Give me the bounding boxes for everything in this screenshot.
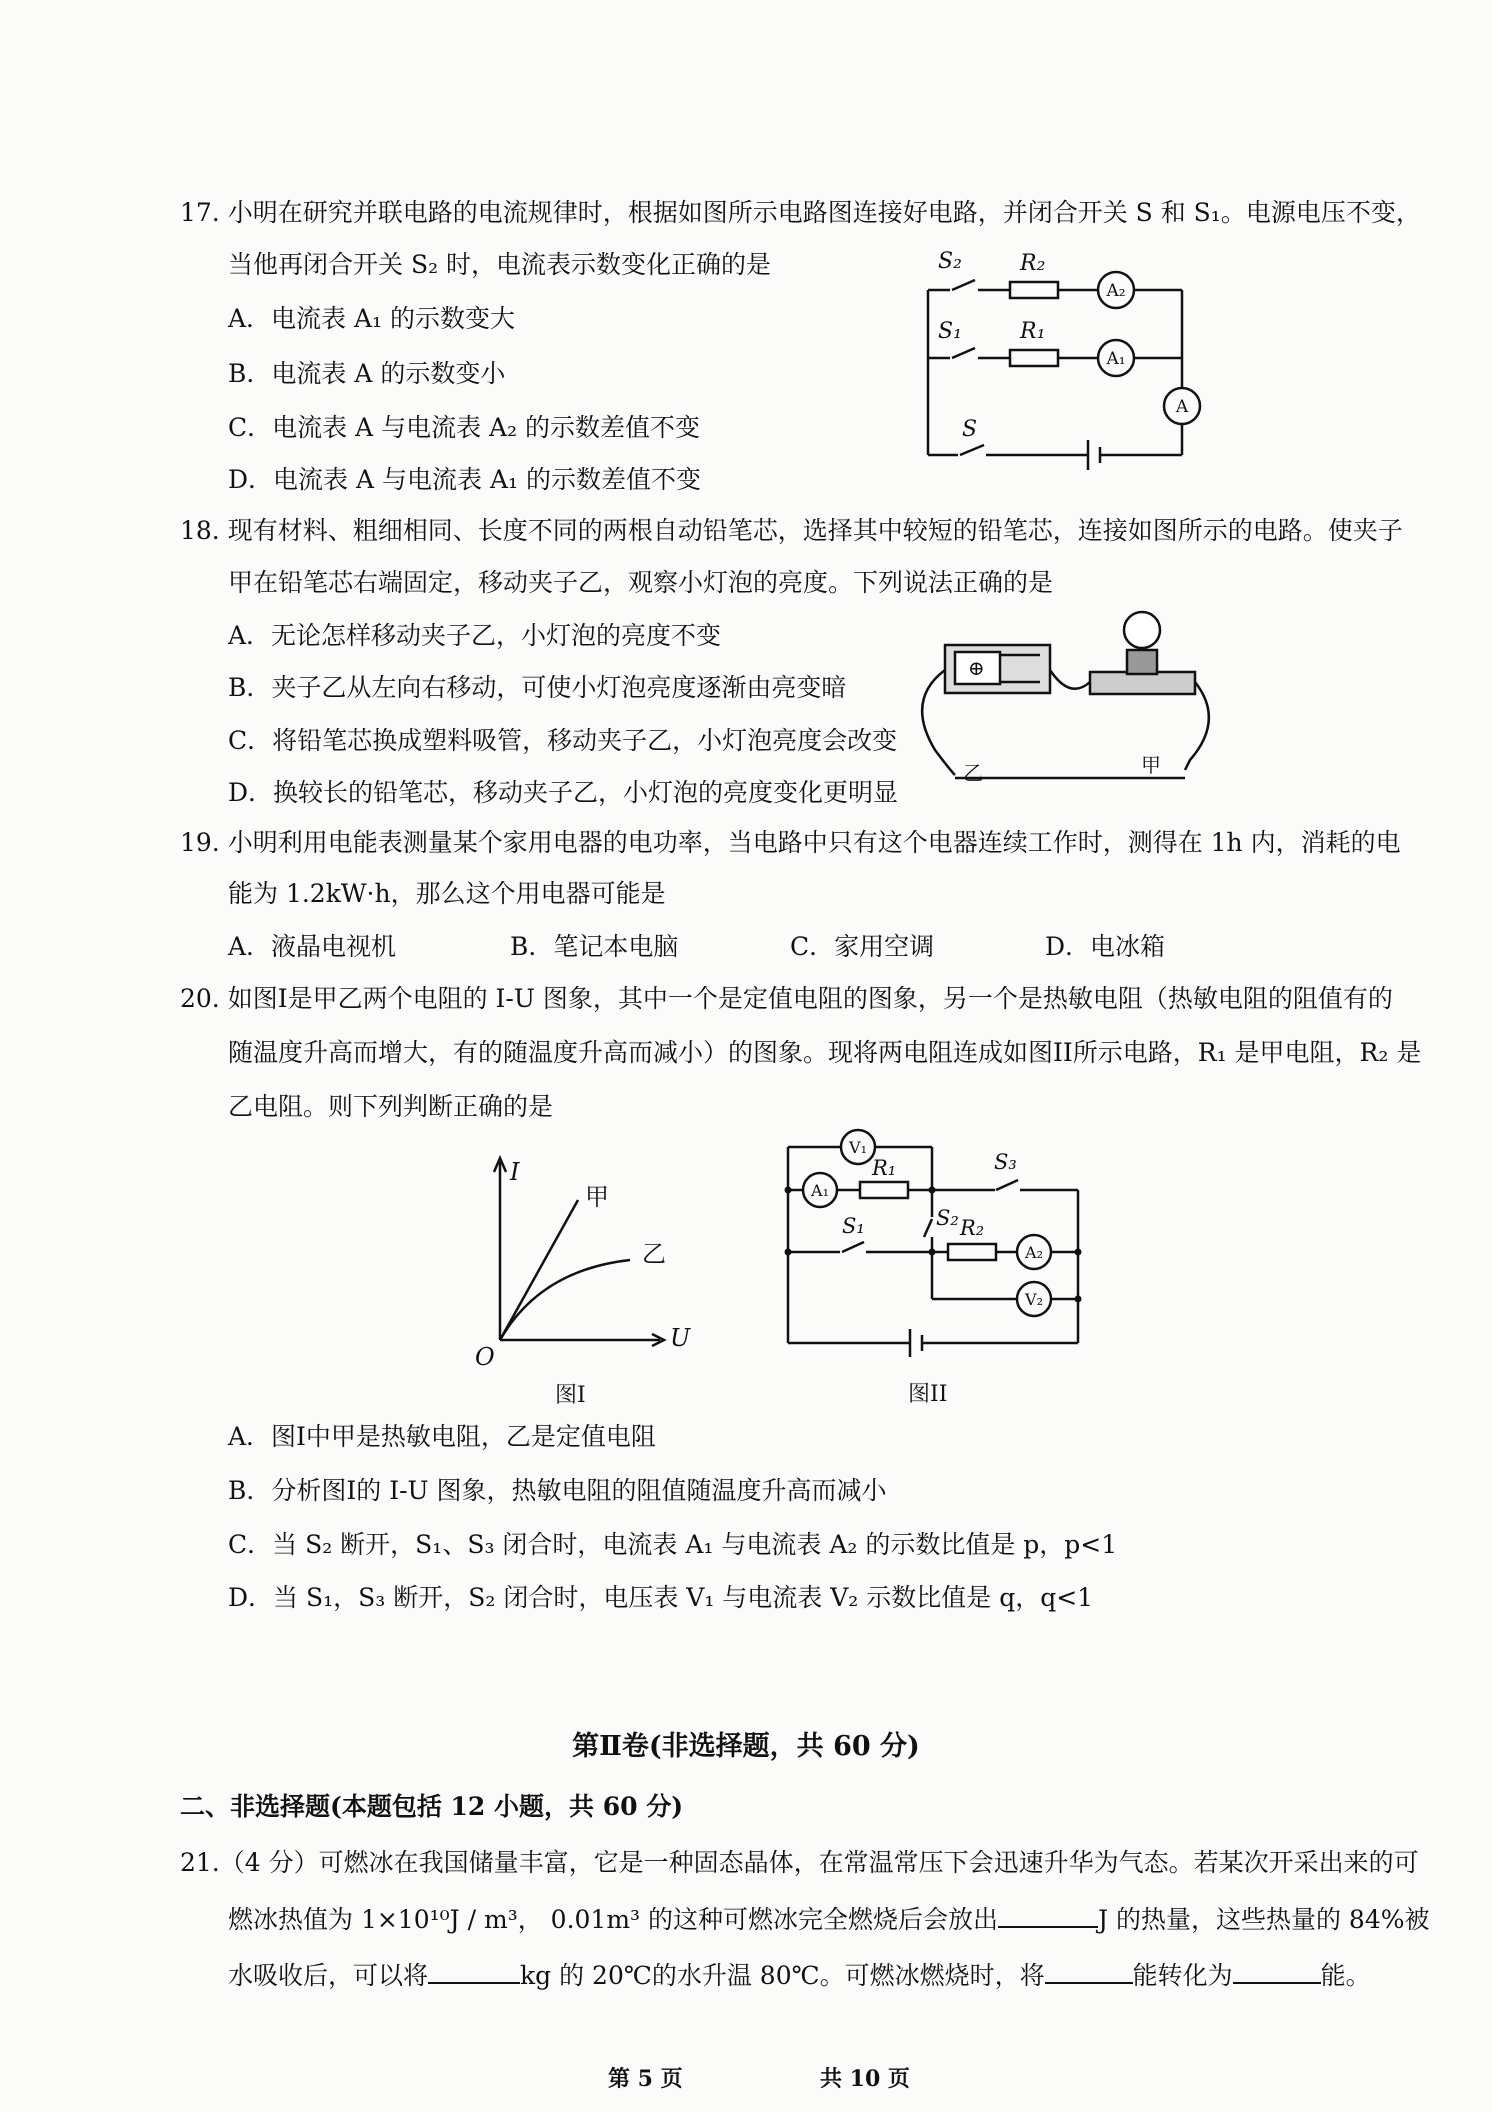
q20-label-r2: R₂ <box>960 1216 985 1240</box>
q19-option-a: A．液晶电视机 <box>228 932 397 961</box>
q18-clip-yi: 乙 <box>963 761 983 785</box>
q20-fig2-caption: 图II <box>908 1382 948 1407</box>
q20-meter-a1: A₁ <box>811 1181 829 1200</box>
q17-option-b: B．电流表 A 的示数变小 <box>228 359 506 388</box>
q20-fig1-caption: 图I <box>555 1383 586 1408</box>
q19-option-c: C．家用空调 <box>790 932 935 961</box>
q20-option-a: A．图I中甲是热敏电阻，乙是定值电阻 <box>228 1422 656 1451</box>
q18-option-a: A．无论怎样移动夹子乙，小灯泡的亮度不变 <box>228 621 722 650</box>
q20-axis-i-label: I <box>510 1158 520 1186</box>
q21-blank-heat[interactable] <box>998 1900 1098 1928</box>
q20-figure-2-circuit <box>780 1125 1100 1415</box>
q20-option-b: B．分析图I的 I-U 图象，热敏电阻的阻值随温度升高而减小 <box>228 1476 887 1505</box>
q21-stem-line1: 21.（4 分）可燃冰在我国储量丰富，它是一种固态晶体，在常温常压下会迅速升华为气态。若某次开采出来的可 <box>180 1848 1419 1877</box>
q20-curve-yi <box>500 1260 630 1340</box>
q21-line3-part-b: kg 的 20℃的水升温 80℃。可燃冰燃烧时，将 <box>520 1961 1045 1990</box>
q21-line2-part-b: J 的热量，这些热量的 84%被 <box>1098 1905 1430 1934</box>
part2-section-heading: 二、非选择题(本题包括 12 小题，共 60 分) <box>180 1792 684 1821</box>
q20-stem-line3: 乙电阻。则下列判断正确的是 <box>228 1092 554 1121</box>
q20-meter-v1: V₁ <box>849 1138 867 1157</box>
q20-label-jia: 甲 <box>585 1183 609 1211</box>
q17-label-r1: R₁ <box>1020 319 1046 344</box>
q18-stem-line2: 甲在铅笔芯右端固定，移动夹子乙，观察小灯泡的亮度。下列说法正确的是 <box>228 568 1054 597</box>
q21-blank-energy-to[interactable] <box>1233 1956 1321 1984</box>
q20-line-jia <box>500 1200 578 1340</box>
q19-stem-line2: 能为 1.2kW·h，那么这个用电器可能是 <box>228 879 666 908</box>
q19-option-b: B．笔记本电脑 <box>510 932 679 961</box>
q18-option-d: D．换较长的铅笔芯，移动夹子乙，小灯泡的亮度变化更明显 <box>228 778 899 807</box>
q20-label-s2: S₂ <box>936 1206 959 1230</box>
q19-option-d: D．电冰箱 <box>1045 932 1166 961</box>
q17-circuit-diagram <box>920 240 1210 470</box>
q21-line2-part-a: 燃冰热值为 1×10¹⁰J / m³， 0.01m³ 的这种可燃冰完全燃烧后会放出 <box>228 1905 999 1934</box>
q17-label-s2: S₂ <box>938 249 962 274</box>
q20-option-c: C．当 S₂ 断开，S₁、S₃ 闭合时，电流表 A₁ 与电流表 A₂ 的示数比值是 p，p<1 <box>228 1530 1118 1559</box>
q17-option-d: D．电流表 A 与电流表 A₁ 的示数差值不变 <box>228 465 701 494</box>
q20-label-r1: R₁ <box>872 1156 897 1180</box>
q21-blank-mass[interactable] <box>428 1956 520 1984</box>
q20-meter-v2: V₂ <box>1025 1290 1043 1309</box>
footer-total-pages: 共 10 页 <box>820 2066 910 2092</box>
q17-label-s1: S₁ <box>938 319 962 344</box>
q20-label-s3: S₃ <box>994 1150 1017 1174</box>
q17-label-s: S <box>962 417 978 442</box>
footer-page-number: 第 5 页 <box>608 2066 683 2092</box>
q21-blank-energy-from[interactable] <box>1045 1956 1133 1984</box>
q21-stem-line2 <box>228 1900 1430 1937</box>
q18-battery-plus: ⊕ <box>968 656 985 680</box>
q17-stem-line1: 17. 小明在研究并联电路的电流规律时，根据如图所示电路图连接好电路，并闭合开关 S 和 S₁。电源电压不变， <box>180 198 1421 227</box>
q21-line3-part-c: 能转化为 <box>1132 1961 1233 1990</box>
q17-option-a: A．电流表 A₁ 的示数变大 <box>228 304 516 333</box>
q20-figure-1-iu-graph <box>460 1150 720 1410</box>
q20-label-s1: S₁ <box>842 1214 865 1238</box>
q20-label-yi: 乙 <box>642 1240 666 1268</box>
q20-stem-line2: 随温度升高而增大，有的随温度升高而减小）的图象。现将两电阻连成如图II所示电路，R₁ 是甲电阻，R₂ 是 <box>228 1038 1422 1067</box>
q17-meter-a: A <box>1175 397 1189 417</box>
q17-option-c: C．电流表 A 与电流表 A₂ 的示数差值不变 <box>228 413 701 442</box>
q21-stem-line3 <box>228 1956 1371 1993</box>
q17-label-r2: R₂ <box>1020 251 1046 276</box>
q18-option-c: C．将铅笔芯换成塑料吸管，移动夹子乙，小灯泡亮度会改变 <box>228 726 898 755</box>
q17-meter-a1: A₁ <box>1106 349 1126 369</box>
q19-stem-line1: 19. 小明利用电能表测量某个家用电器的电功率，当电路中只有这个电器连续工作时，测得在 1h 内，消耗的电 <box>180 828 1401 857</box>
q18-clip-jia: 甲 <box>1141 753 1161 777</box>
q17-meter-a2: A₂ <box>1106 281 1126 301</box>
q20-meter-a2: A₂ <box>1025 1243 1043 1262</box>
q21-line3-part-a: 水吸收后，可以将 <box>228 1961 429 1990</box>
q21-line3-part-d: 能。 <box>1320 1961 1371 1990</box>
q18-stem-line1: 18. 现有材料、粗细相同、长度不同的两根自动铅笔芯，选择其中较短的铅笔芯，连接如图所示的电路。使夹子 <box>180 516 1403 545</box>
q18-pencil-lead-circuit <box>915 600 1215 800</box>
q17-stem-line2: 当他再闭合开关 S₂ 时，电流表示数变化正确的是 <box>228 250 772 279</box>
q18-option-b: B．夹子乙从左向右移动，可使小灯泡亮度逐渐由亮变暗 <box>228 673 847 702</box>
q20-axis-u-label: U <box>670 1324 691 1352</box>
q20-option-d: D．当 S₁，S₃ 断开，S₂ 闭合时，电压表 V₁ 与电流表 V₂ 示数比值是 q，q<1 <box>228 1583 1094 1612</box>
q20-origin-label: O <box>475 1343 495 1371</box>
q20-stem-line1: 20. 如图I是甲乙两个电阻的 I-U 图象，其中一个是定值电阻的图象，另一个是热敏电阻（热敏电阻的阻值有的 <box>180 984 1393 1013</box>
part2-title: 第Ⅱ卷(非选择题，共 60 分) <box>572 1731 920 1762</box>
